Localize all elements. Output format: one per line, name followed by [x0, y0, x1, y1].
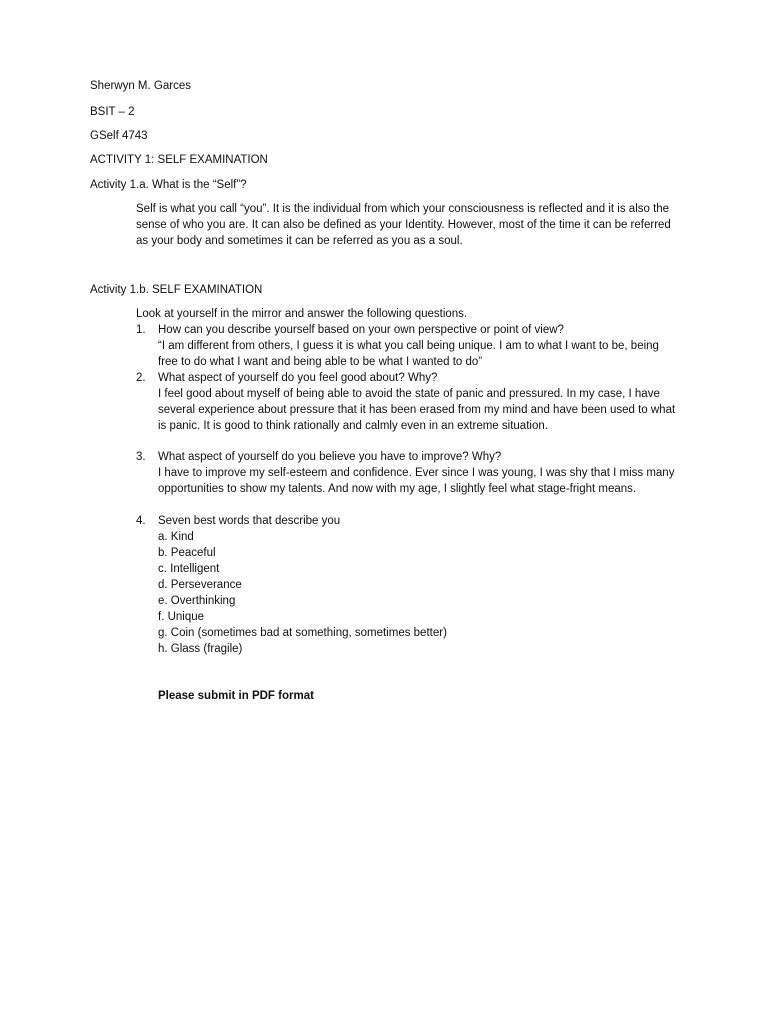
activity-1a-answer: Self is what you call “you”. It is the individual from which your consciousness is reflected and it is also the sense of who you are. It can also be defined as your Identity. However, most of the time it can be referred as your body and sometimes it can be referred as you as a soul. [136, 203, 671, 247]
activity-title: ACTIVITY 1: SELF EXAMINATION [90, 154, 268, 166]
word-item: f. Unique [158, 611, 205, 623]
word-item: h. Glass (fragile) [158, 643, 243, 655]
question-answer: “I am different from others, I guess it is what you call being unique. I am to what I want to be, being free to do what I want and being able to be what I wanted to do” [158, 340, 659, 368]
activity-1b-instruction: Look at yourself in the mirror and answer the following questions. [136, 308, 468, 320]
activity-1b-heading: Activity 1.b. SELF EXAMINATION [90, 284, 263, 296]
question-answer: I feel good about myself of being able to avoid the state of panic and pressured. In my case, I have several experience about pressure that it has been erased from my mind and have been used to what is panic. It is good to think rationally and calmly even in an extreme situation. [158, 388, 676, 432]
question-text: How can you describe yourself based on your own perspective or point of view? [158, 324, 564, 336]
submission-note: Please submit in PDF format [158, 690, 314, 702]
question-number: 2. [136, 372, 146, 384]
word-item: d. Perseverance [158, 579, 242, 591]
question-4 [136, 513, 681, 529]
question-3 [136, 449, 681, 497]
question-number: 1. [136, 324, 146, 336]
word-item: e. Overthinking [158, 595, 236, 607]
question-text: What aspect of yourself do you feel good about? Why? [158, 372, 438, 384]
question-answer: I have to improve my self-esteem and confidence. Ever since I was young, I was shy that I miss many opportunities to show my talents. And now with my age, I slightly feel what stage-fright means. [158, 467, 675, 495]
subject-code: GSelf 4743 [90, 130, 148, 142]
word-item: g. Coin (sometimes bad at something, sometimes better) [158, 627, 447, 639]
word-item: a. Kind [158, 531, 194, 543]
question-2 [136, 370, 681, 434]
word-item: b. Peaceful [158, 547, 216, 559]
word-item: c. Intelligent [158, 563, 220, 575]
question-text: What aspect of yourself do you believe you have to improve? Why? [158, 451, 502, 463]
activity-1a-heading: Activity 1.a. What is the “Self”? [90, 179, 247, 191]
course-section: BSIT – 2 [90, 106, 135, 118]
student-name: Sherwyn M. Garces [90, 80, 191, 92]
question-number: 3. [136, 451, 146, 463]
question-number: 4. [136, 515, 146, 527]
question-1 [136, 322, 681, 370]
question-text: Seven best words that describe you [158, 515, 341, 527]
